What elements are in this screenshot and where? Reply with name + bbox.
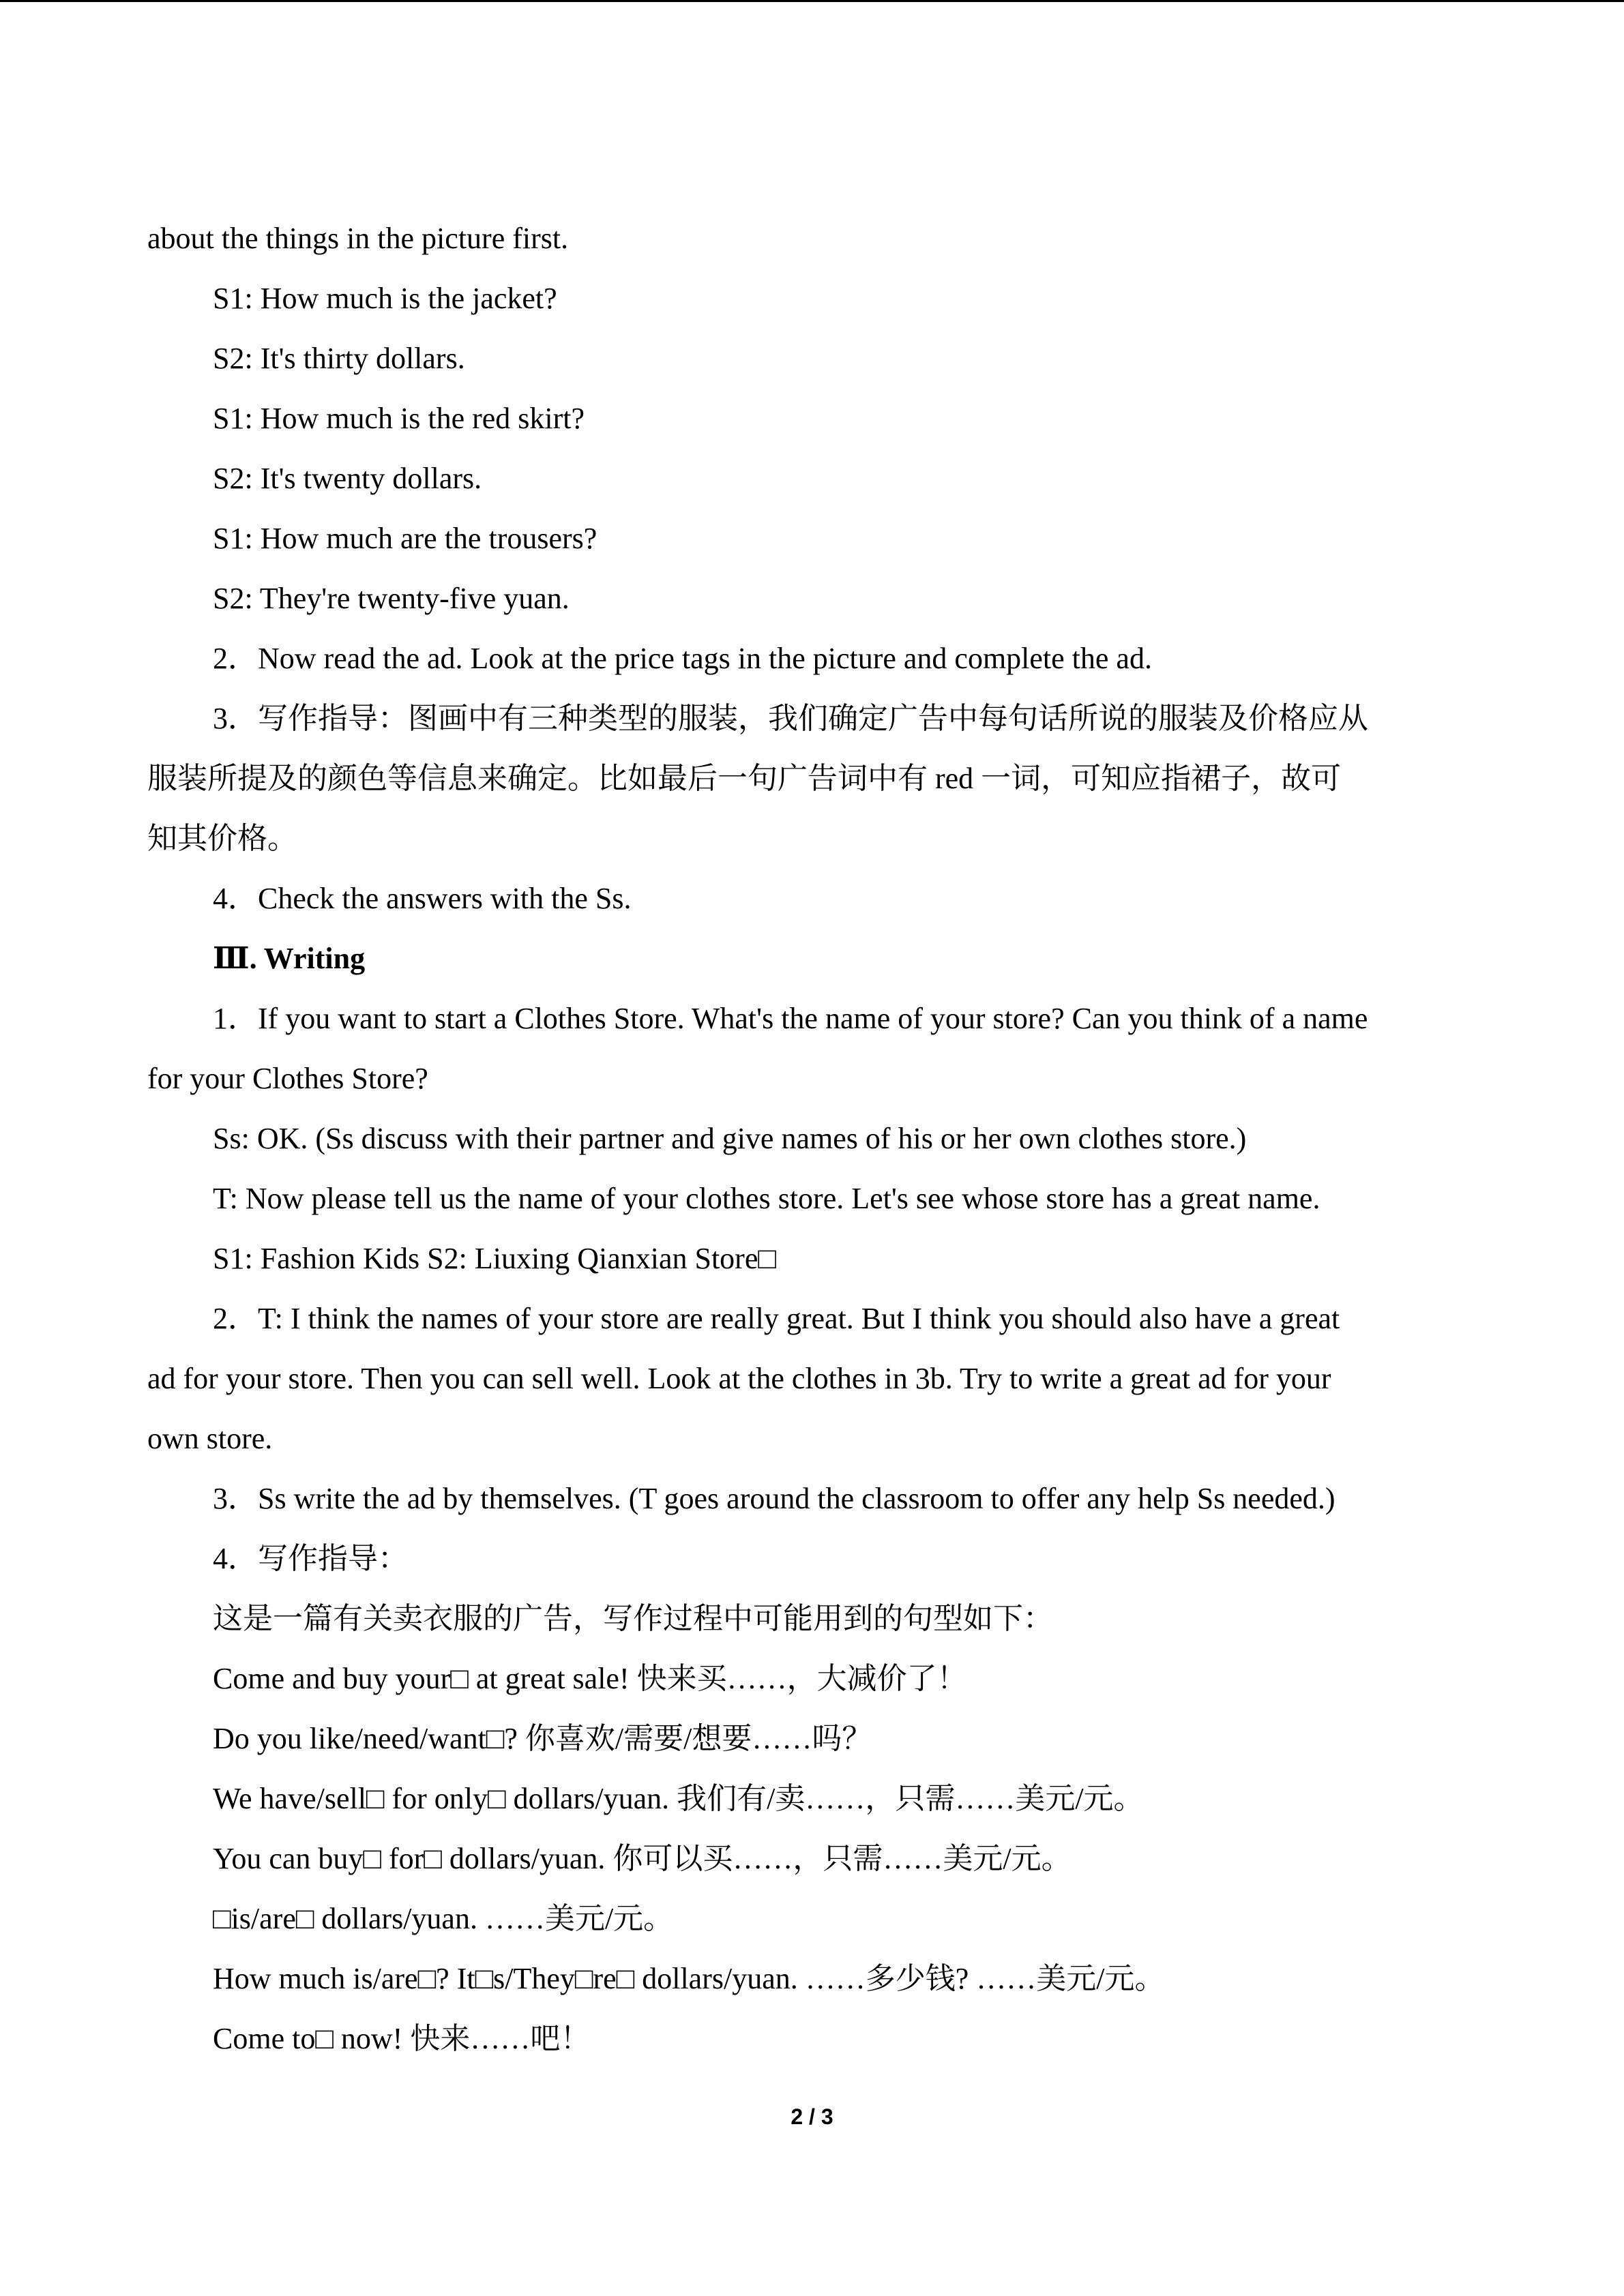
- writing-intro: 这是一篇有关卖衣服的广告，写作过程中可能用到的句型如下：: [213, 1602, 1053, 1635]
- page-number: 2 / 3: [791, 2104, 833, 2129]
- dialogue-line-1: S1: How much is the jacket?: [213, 282, 557, 315]
- writing-step-1: 1．If you want to start a Clothes Store. What's the name of your store? Can you think of a name: [213, 1002, 1368, 1035]
- pattern-3: We have/sell□ for only□ dollars/yuan. 我们有/卖……，只需……美元/元。: [213, 1782, 1144, 1815]
- pattern-5: □is/are□ dollars/yuan. ……美元/元。: [213, 1902, 674, 1935]
- top-border: [0, 0, 1624, 2]
- pattern-2: Do you like/need/want□? 你喜欢/需要/想要……吗？: [213, 1722, 872, 1755]
- writing-store-names: S1: Fashion Kids S2: Liuxing Qianxian Store□: [213, 1242, 776, 1275]
- step-3-guide-end: 知其价格。: [147, 822, 297, 855]
- pattern-1: Come and buy your□ at great sale! 快来买……，大减价了！: [213, 1662, 967, 1695]
- writing-teacher-prompt: T: Now please tell us the name of your clothes store. Let's see whose store has a great name.: [213, 1182, 1320, 1215]
- pattern-6: How much is/are□? It□s/They□re□ dollars/yuan. ……多少钱? ……美元/元。: [213, 1962, 1165, 1995]
- writing-ss-response: Ss: OK. (Ss discuss with their partner and give names of his or her own clothes store.): [213, 1122, 1247, 1155]
- step-2: 2．Now read the ad. Look at the price tags in the picture and complete the ad.: [213, 642, 1152, 675]
- writing-step-2-cont: ad for your store. Then you can sell well. Look at the clothes in 3b. Try to write a great ad for your: [147, 1362, 1331, 1395]
- writing-step-2: 2．T: I think the names of your store are really great. But I think you should also have a great: [213, 1302, 1340, 1335]
- step-3-guide: 3．写作指导：图画中有三种类型的服装，我们确定广告中每句话所说的服装及价格应从: [213, 702, 1368, 735]
- dialogue-line-2: S2: It's thirty dollars.: [213, 342, 465, 375]
- section-heading-writing: Ⅲ. Writing: [213, 942, 366, 975]
- writing-step-1-cont: for your Clothes Store?: [147, 1062, 428, 1095]
- writing-step-4: 4．写作指导：: [213, 1542, 408, 1575]
- dialogue-line-5: S1: How much are the trousers?: [213, 522, 597, 555]
- dialogue-line-4: S2: It's twenty dollars.: [213, 462, 482, 495]
- dialogue-line-6: S2: They're twenty-five yuan.: [213, 582, 570, 615]
- writing-step-3: 3．Ss write the ad by themselves. (T goes around the classroom to offer any help Ss needed.): [213, 1482, 1335, 1515]
- text-line-1: about the things in the picture first.: [147, 222, 569, 255]
- step-3-guide-cont: 服装所提及的颜色等信息来确定。比如最后一句广告词中有 red 一词，可知应指裙子，故可: [147, 762, 1342, 795]
- step-4: 4．Check the answers with the Ss.: [213, 882, 632, 915]
- dialogue-line-3: S1: How much is the red skirt?: [213, 402, 585, 435]
- writing-step-2-end: own store.: [147, 1422, 273, 1455]
- pattern-7: Come to□ now! 快来……吧！: [213, 2022, 591, 2055]
- pattern-4: You can buy□ for□ dollars/yuan. 你可以买……，只需……美元/元。: [213, 1842, 1072, 1875]
